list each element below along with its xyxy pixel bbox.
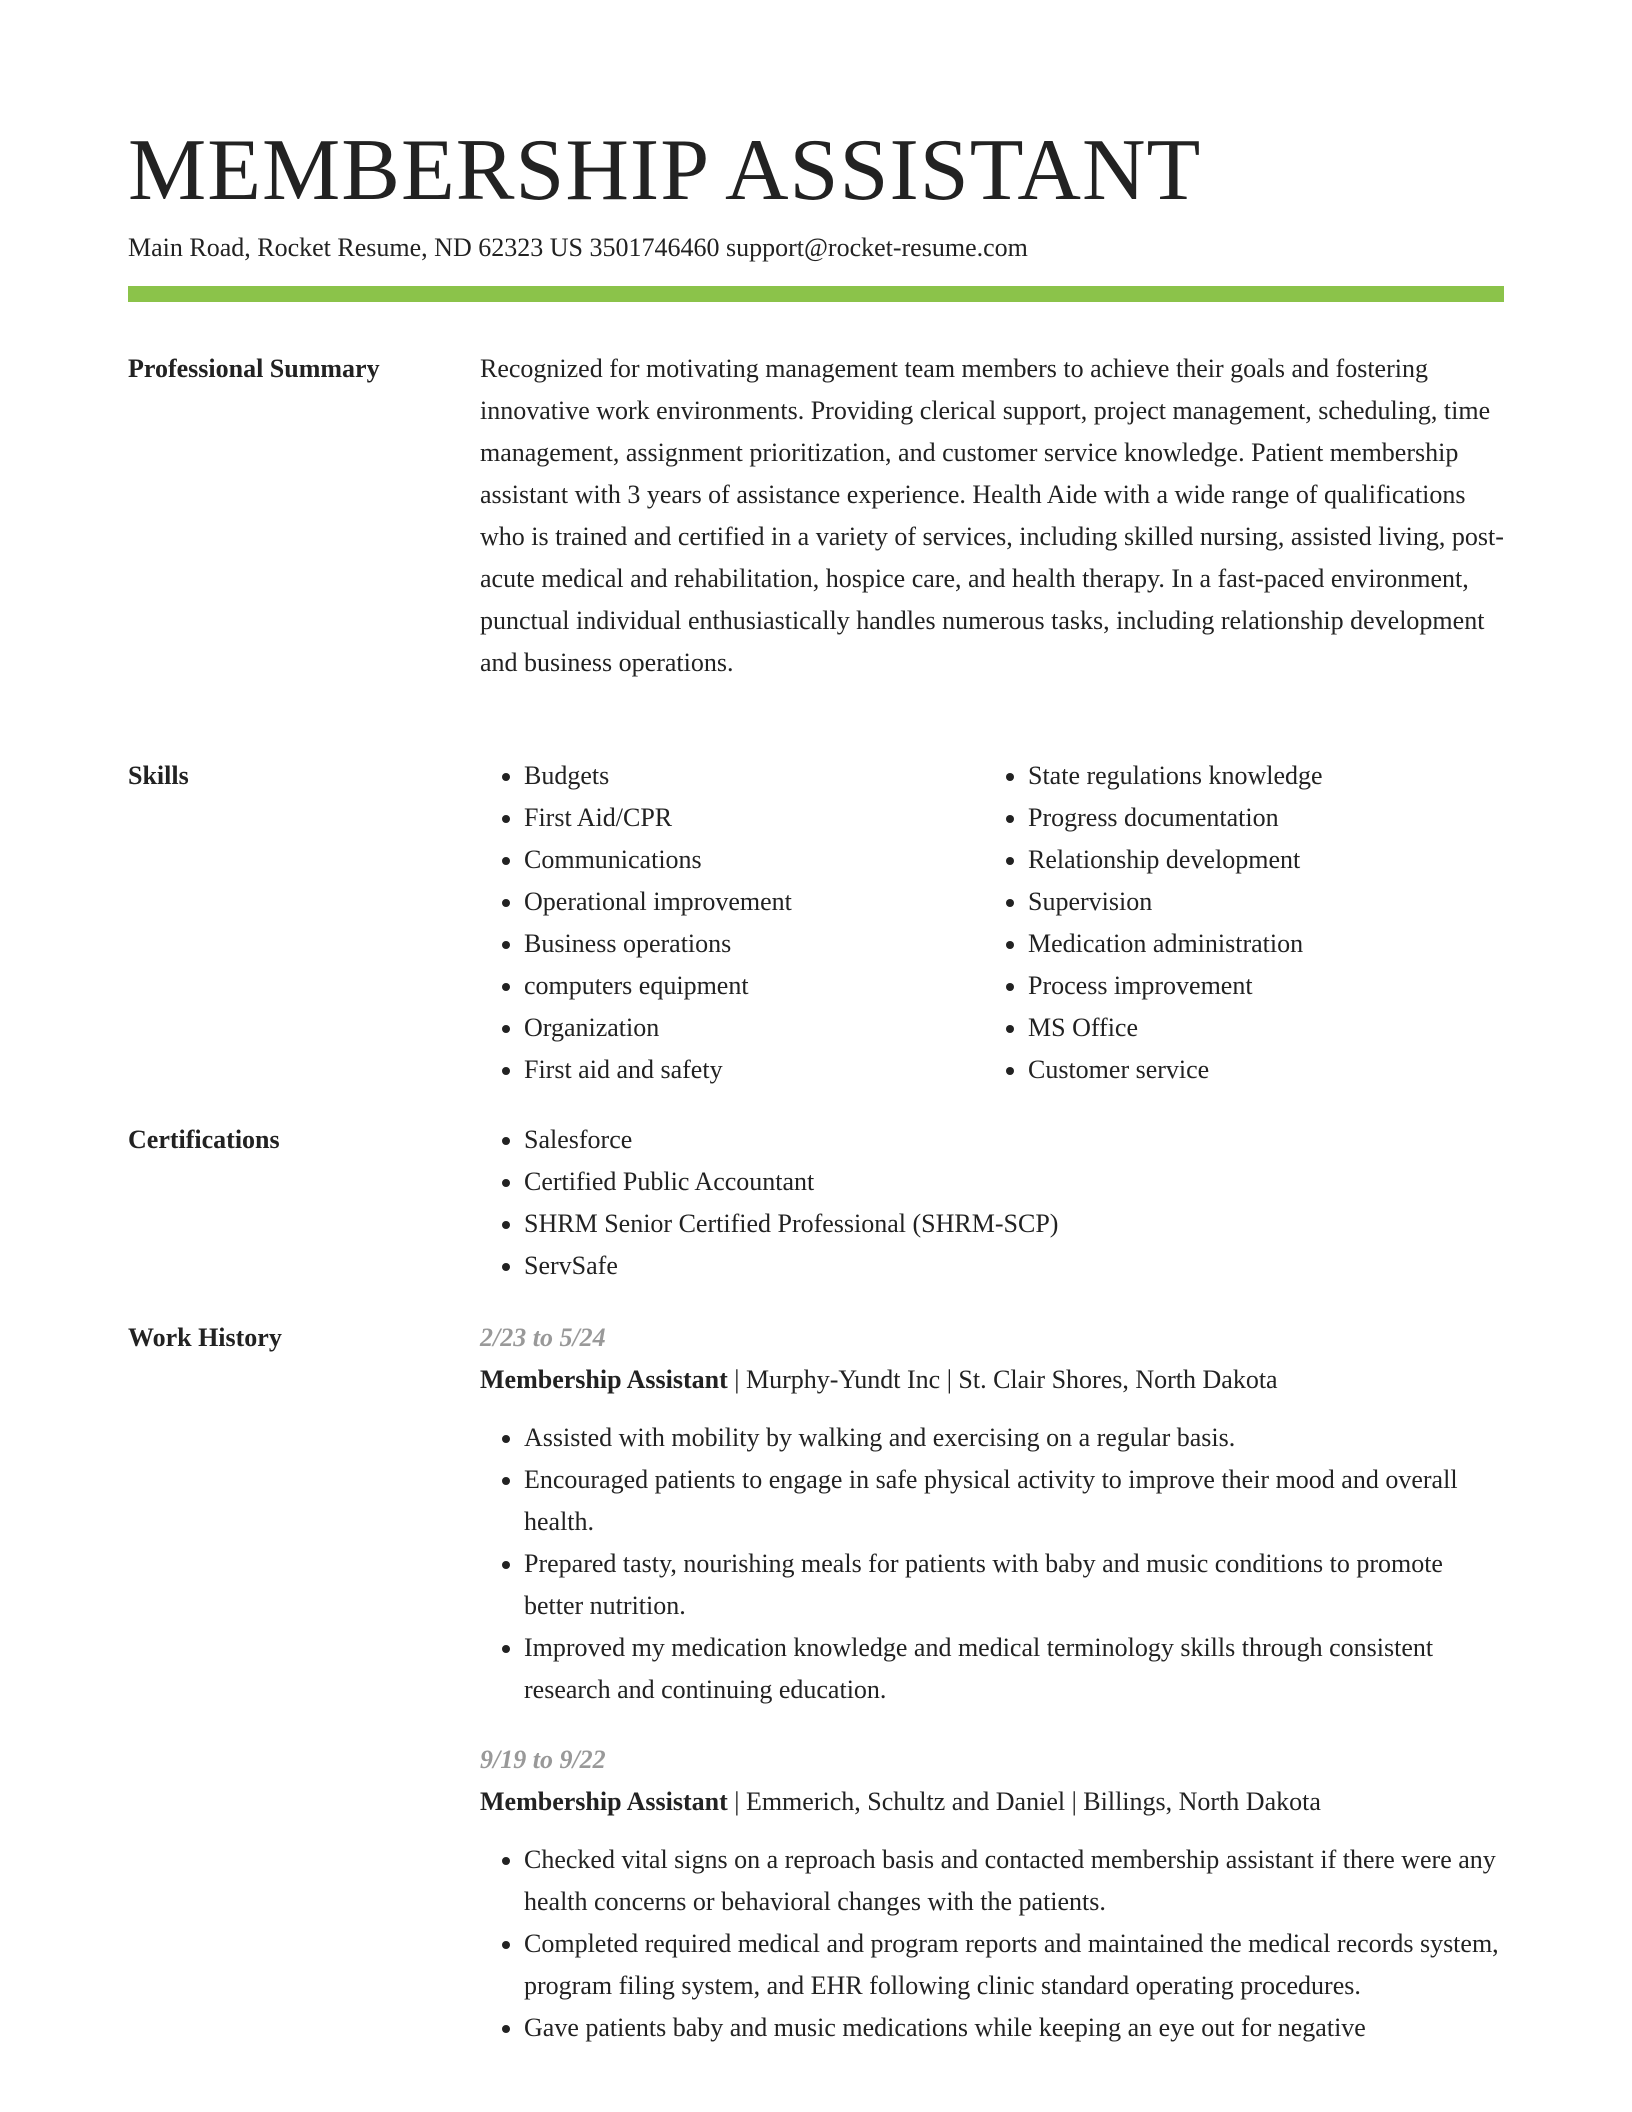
job-title: Membership Assistant [480,1365,728,1394]
job-entry [480,1317,1504,1711]
skill-item: • Process improvement [1028,965,1488,1007]
skill-item: • Operational improvement [524,881,984,923]
summary-text: Recognized for motivating management team members to achieve their goals and fostering innovative work environments. Providing clerical support, project management, scheduling, time management, assignment prioritization, and customer service knowledge. Patient membership assistant with 3 years of assistance experience. Health Aide with a wide range of qualifications who is trained and certified in a variety of services, including skilled nursing, assisted living, post-acute medical and rehabilitation, hospice care, and health therapy. In a fast-paced environment, punctual individual enthusiastically handles numerous tasks, including relationship development and business operations. [480,354,1504,677]
skill-item: • Progress documentation [1028,797,1488,839]
skill-item: • Relationship development [1028,839,1488,881]
skills-list-left [480,755,984,1091]
certification-item: • SHRM Senior Certified Professional (SHRM-SCP) [524,1203,1504,1245]
job-duties-list [480,1839,1504,2049]
section-title-work-history: Work History [128,1323,282,1352]
job-title: Membership Assistant [480,1787,728,1816]
job-company-location: | Murphy-Yundt Inc | St. Clair Shores, North Dakota [727,1365,1278,1394]
certification-item: • Salesforce [524,1119,1504,1161]
section-title-certifications: Certifications [128,1125,280,1154]
job-duties-list [480,1417,1504,1711]
job-duty-item: • Improved my medication knowledge and medical terminology skills through consistent research and continuing education. [524,1627,1504,1711]
skill-item: • State regulations knowledge [1028,755,1488,797]
skills-list-right [984,755,1488,1091]
section-title-skills: Skills [128,761,189,790]
skill-item: • First Aid/CPR [524,797,984,839]
job-heading [480,1359,1504,1401]
job-duty-item: • Completed required medical and program reports and maintained the medical records system, program filing system, and EHR following clinic standard operating procedures. [524,1923,1504,2007]
skill-item: • Supervision [1028,881,1488,923]
section-title-summary: Professional Summary [128,354,380,383]
skill-item: • MS Office [1028,1007,1488,1049]
job-duty-item: • Gave patients baby and music medications while keeping an eye out for negative [524,2007,1504,2049]
job-duty-item: • Assisted with mobility by walking and exercising on a regular basis. [524,1417,1504,1459]
job-duty-item: • Checked vital signs on a reproach basis and contacted membership assistant if there were any health concerns or behavioral changes with the patients. [524,1839,1504,1923]
job-company-location: | Emmerich, Schultz and Daniel | Billings, North Dakota [727,1787,1321,1816]
job-entry [480,1739,1504,2049]
skill-item: • Budgets [524,755,984,797]
job-dates: 9/19 to 9/22 [480,1745,606,1774]
accent-divider [128,286,1504,302]
job-duty-item: • Encouraged patients to engage in safe physical activity to improve their mood and overall health. [524,1459,1504,1543]
certification-item: • ServSafe [524,1245,1504,1287]
skill-item: • computers equipment [524,965,984,1007]
skill-item: • Medication administration [1028,923,1488,965]
job-dates: 2/23 to 5/24 [480,1323,606,1352]
contact-info: Main Road, Rocket Resume, ND 62323 US 3501746460 support@rocket-resume.com [128,233,1028,262]
candidate-name: MEMBERSHIP ASSISTANT [128,122,1202,219]
skill-item: • First aid and safety [524,1049,984,1091]
skill-item: • Communications [524,839,984,881]
certification-item: • Certified Public Accountant [524,1161,1504,1203]
skill-item: • Business operations [524,923,984,965]
skill-item: • Customer service [1028,1049,1488,1091]
certifications-list [480,1119,1504,1287]
job-heading [480,1781,1504,1823]
skill-item: • Organization [524,1007,984,1049]
job-duty-item: • Prepared tasty, nourishing meals for patients with baby and music conditions to promote better nutrition. [524,1543,1504,1627]
